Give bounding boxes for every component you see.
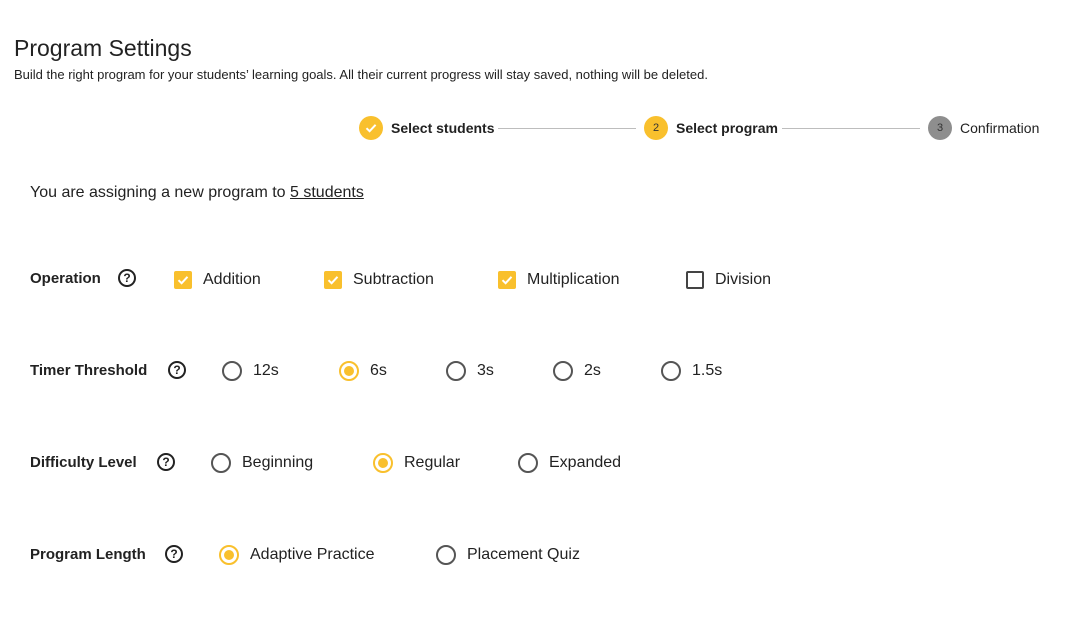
radio-unselected-icon — [661, 361, 681, 381]
difficulty-expanded-radio[interactable] — [518, 452, 621, 474]
option-label: Adaptive Practice — [250, 546, 375, 563]
option-label: Beginning — [242, 454, 314, 471]
step-select-program[interactable] — [644, 116, 778, 140]
assignment-prefix: You are assigning a new program to — [30, 184, 291, 201]
check-icon — [359, 116, 383, 140]
option-label: 6s — [370, 362, 387, 379]
page-title: Program Settings — [14, 35, 192, 61]
radio-unselected-icon — [553, 361, 573, 381]
option-label: 3s — [477, 362, 494, 379]
step-confirmation[interactable] — [928, 116, 1039, 140]
timer-2s-radio[interactable] — [553, 360, 601, 382]
option-label: 2s — [584, 362, 601, 379]
radio-unselected-icon — [446, 361, 466, 381]
checkbox-checked-icon — [498, 271, 516, 289]
help-icon[interactable]: ? — [165, 545, 183, 563]
timer-threshold-label: Timer Threshold — [30, 362, 148, 379]
radio-selected-icon — [373, 453, 393, 473]
timer-1-5s-radio[interactable] — [661, 360, 722, 382]
step-label: Confirmation — [960, 120, 1040, 136]
program-length-label: Program Length — [30, 546, 146, 563]
step-label: Select program — [676, 120, 778, 136]
operation-multiplication-checkbox[interactable] — [498, 269, 619, 291]
checkbox-checked-icon — [174, 271, 192, 289]
option-label: Addition — [203, 271, 261, 288]
difficulty-regular-radio[interactable] — [373, 452, 460, 474]
length-placement-quiz-radio[interactable] — [436, 544, 580, 566]
checkbox-unchecked-icon — [686, 271, 704, 289]
option-label: Division — [715, 271, 772, 288]
step-select-students[interactable] — [359, 116, 494, 140]
option-label: Expanded — [549, 454, 622, 471]
operation-addition-checkbox[interactable] — [174, 269, 261, 291]
students-link[interactable]: 5 students — [290, 184, 364, 201]
option-label: Multiplication — [527, 271, 620, 288]
timer-6s-radio[interactable] — [339, 360, 387, 382]
radio-unselected-icon — [222, 361, 242, 381]
radio-unselected-icon — [436, 545, 456, 565]
step-label: Select students — [391, 120, 495, 136]
checkbox-checked-icon — [324, 271, 342, 289]
timer-3s-radio[interactable] — [446, 360, 494, 382]
option-label: 1.5s — [692, 362, 723, 379]
radio-unselected-icon — [518, 453, 538, 473]
radio-unselected-icon — [211, 453, 231, 473]
help-icon[interactable]: ? — [168, 361, 186, 379]
difficulty-level-label: Difficulty Level — [30, 454, 137, 471]
step-number: 2 — [644, 116, 668, 140]
progress-stepper — [0, 116, 1086, 140]
radio-selected-icon — [339, 361, 359, 381]
option-label: Subtraction — [353, 271, 434, 288]
step-connector — [782, 128, 920, 129]
length-adaptive-practice-radio[interactable] — [219, 544, 375, 566]
help-icon[interactable]: ? — [118, 269, 136, 287]
operation-subtraction-checkbox[interactable] — [324, 269, 434, 291]
difficulty-beginning-radio[interactable] — [211, 452, 313, 474]
operation-label: Operation — [30, 270, 101, 287]
step-connector — [498, 128, 636, 129]
option-label: Placement Quiz — [467, 546, 580, 563]
assignment-text — [30, 184, 364, 202]
timer-12s-radio[interactable] — [222, 360, 279, 382]
page-subtitle: Build the right program for your students’ learning goals. All their current progress will stay saved, nothing will be deleted. — [14, 67, 708, 82]
help-icon[interactable]: ? — [157, 453, 175, 471]
option-label: Regular — [404, 454, 461, 471]
operation-division-checkbox[interactable] — [686, 269, 771, 291]
option-label: 12s — [253, 362, 279, 379]
step-number: 3 — [928, 116, 952, 140]
radio-selected-icon — [219, 545, 239, 565]
